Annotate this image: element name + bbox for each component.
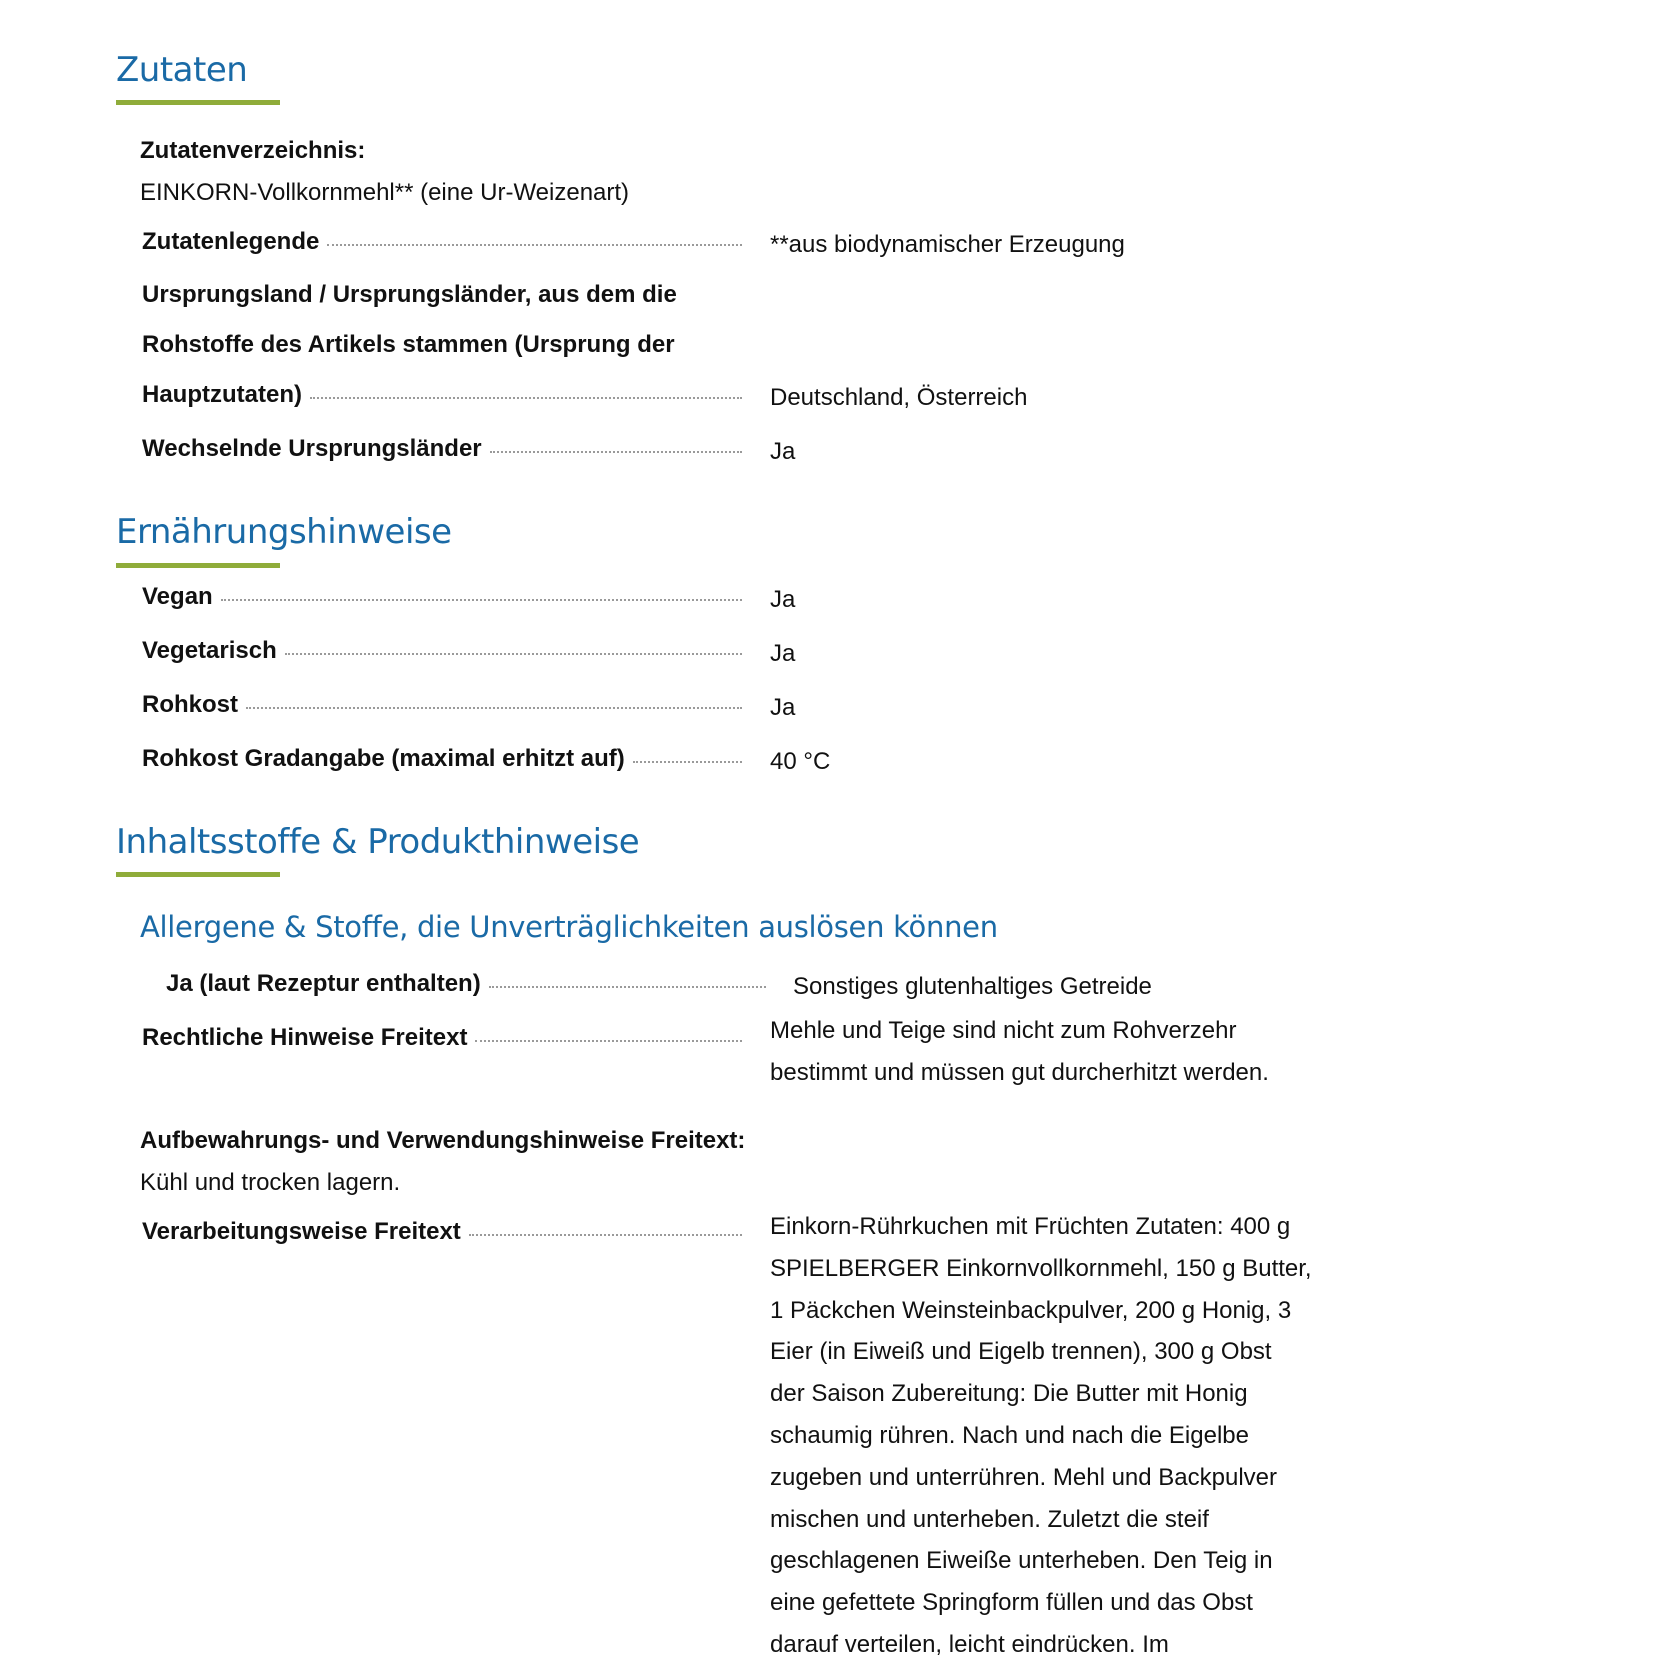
leader-dots [490, 451, 742, 453]
ernaehrung-label: Vegetarisch [142, 637, 277, 664]
ernaehrung-value: Ja [770, 586, 796, 613]
verarbeitung-line: SPIELBERGER Einkornvollkornmehl, 150 g Butter, [770, 1254, 1312, 1282]
ernaehrung-label: Rohkost [142, 691, 238, 718]
leader-dots [633, 761, 742, 763]
verarbeitung-label: Verarbeitungsweise Freitext [142, 1218, 461, 1245]
verarbeitung-text [770, 1206, 1330, 1666]
leader-dots [221, 599, 742, 601]
ursprung-value: Deutschland, Österreich [770, 384, 1028, 411]
ernaehrung-row [142, 745, 742, 773]
leader-dots [475, 1040, 742, 1042]
ursprung-label-line2: Rohstoffe des Artikels stammen (Ursprung der [142, 331, 675, 358]
rechtlich-line2: bestimmt und müssen gut durcherhitzt werden. [770, 1059, 1269, 1086]
heading-underline [116, 563, 280, 568]
leader-dots [285, 653, 742, 655]
zutatenlegende-row [142, 228, 742, 256]
wechselnde-value: Ja [770, 438, 796, 465]
zutatenlegende-value: **aus biodynamischer Erzeugung [770, 231, 1125, 258]
verarbeitung-line: 1 Päckchen Weinsteinbackpulver, 200 g Honig, 3 [770, 1296, 1292, 1324]
section-heading-zutaten: Zutaten [116, 50, 248, 90]
heading-underline [116, 100, 280, 105]
verarbeitung-line: der Saison Zubereitung: Die Butter mit Honig [770, 1380, 1248, 1408]
ernaehrung-value: Ja [770, 694, 796, 721]
aufbewahrung-value: Kühl und trocken lagern. [140, 1169, 401, 1196]
section-heading-inhalt: Inhaltsstoffe & Produkthinweise [116, 822, 640, 862]
heading-underline [116, 872, 280, 877]
rechtlich-label: Rechtliche Hinweise Freitext [142, 1024, 468, 1051]
ernaehrung-row [142, 637, 742, 665]
ernaehrung-value: 40 °C [770, 748, 831, 775]
ursprung-row [142, 381, 742, 409]
ernaehrung-label: Rohkost Gradangabe (maximal erhitzt auf) [142, 745, 625, 772]
ursprung-label-line1: Ursprungsland / Ursprungsländer, aus dem die [142, 281, 677, 308]
verarbeitung-line: eine gefettete Springform füllen und das Obst [770, 1589, 1253, 1617]
ernaehrung-row [142, 691, 742, 719]
verarbeitung-line: mischen und unterheben. Zuletzt die steif [770, 1505, 1209, 1533]
allergene-heading: Allergene & Stoffe, die Unverträglichkeiten auslösen können [140, 910, 998, 944]
verarbeitung-line: darauf verteilen, leicht eindrücken. Im [770, 1630, 1169, 1658]
leader-dots [469, 1234, 742, 1236]
rechtlich-row [142, 1024, 742, 1052]
wechselnde-row [142, 435, 742, 463]
ernaehrung-row [142, 583, 742, 611]
rechtlich-line1: Mehle und Teige sind nicht zum Rohverzehr [770, 1017, 1237, 1044]
section-heading-ernaehrung: Ernährungshinweise [116, 512, 452, 552]
allergene-value: Sonstiges glutenhaltiges Getreide [793, 973, 1152, 1000]
verarbeitung-row [142, 1218, 742, 1246]
leader-dots [246, 707, 742, 709]
verarbeitung-line: geschlagenen Eiweiße unterheben. Den Teig in [770, 1547, 1273, 1575]
allergene-label: Ja (laut Rezeptur enthalten) [166, 970, 481, 997]
leader-dots [327, 244, 742, 246]
wechselnde-label: Wechselnde Ursprungsländer [142, 435, 482, 462]
ursprung-label-line3: Hauptzutaten) [142, 381, 302, 408]
ernaehrung-value: Ja [770, 640, 796, 667]
aufbewahrung-label: Aufbewahrungs- und Verwendungshinweise Freitext: [140, 1127, 746, 1154]
allergene-row [166, 970, 766, 998]
ernaehrung-label: Vegan [142, 583, 213, 610]
verarbeitung-line: Eier (in Eiweiß und Eigelb trennen), 300 g Obst [770, 1338, 1272, 1366]
verarbeitung-line: schaumig rühren. Nach und nach die Eigelbe [770, 1421, 1249, 1449]
leader-dots [310, 397, 742, 399]
leader-dots [489, 986, 766, 988]
zutatenverzeichnis-value: EINKORN-Vollkornmehl** (eine Ur-Weizenart) [140, 179, 630, 206]
zutatenverzeichnis-label: Zutatenverzeichnis: [140, 137, 366, 164]
verarbeitung-line: zugeben und unterrühren. Mehl und Backpulver [770, 1463, 1277, 1491]
verarbeitung-line: Einkorn-Rührkuchen mit Früchten Zutaten: 400 g [770, 1213, 1291, 1240]
zutatenlegende-label: Zutatenlegende [142, 228, 320, 255]
